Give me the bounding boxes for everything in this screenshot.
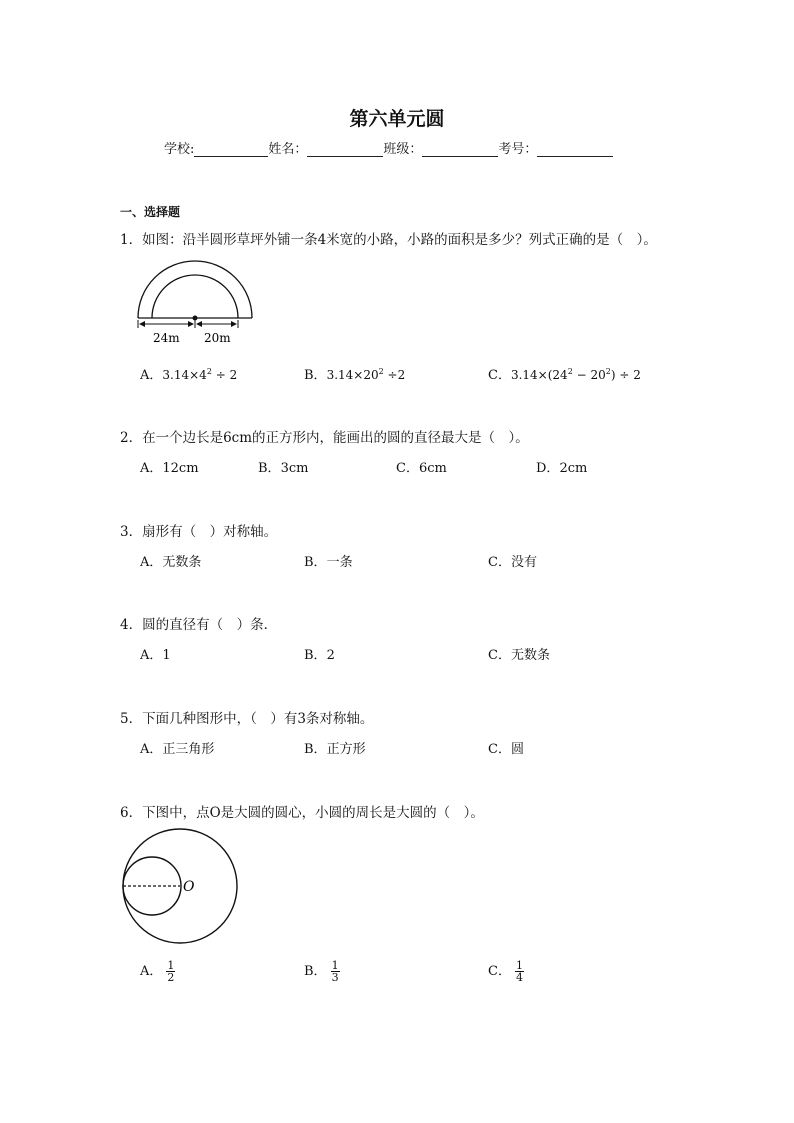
section-heading: 一、选择题	[120, 205, 181, 219]
question-2-text: 2．在一个边长是6cm的正方形内，能画出的圆的直径最大是（ ）。	[120, 430, 529, 446]
class-blank	[422, 142, 498, 157]
option-2a[interactable]: A．12cm	[140, 461, 199, 476]
info-line	[164, 138, 613, 157]
option-6a[interactable]: A． $\frac{1}{2}$	[140, 959, 175, 984]
option-2b[interactable]: B．3cm	[258, 461, 309, 476]
circles-figure	[118, 826, 243, 946]
option-6b[interactable]: B． $\frac{1}{3}$	[304, 959, 339, 984]
fraction-quarter: $\frac{1}{4}$	[515, 959, 523, 984]
option-3c[interactable]: C．没有	[488, 555, 537, 570]
inner-semicircle	[152, 275, 238, 318]
option-5a[interactable]: A．正三角形	[140, 742, 215, 757]
small-circle	[123, 857, 181, 915]
right-dimension-label: 20m	[204, 331, 231, 345]
option-4b[interactable]: B．2	[304, 648, 335, 663]
option-4a[interactable]: A．1	[140, 648, 171, 663]
name-blank	[307, 142, 383, 157]
option-3a[interactable]: A．无数条	[140, 555, 202, 570]
option-5b[interactable]: B．正方形	[304, 742, 366, 757]
left-dimension-label: 24m	[153, 331, 180, 345]
question-5-text: 5．下面几种图形中，（ ）有3条对称轴。	[120, 711, 374, 727]
semicircle-path-figure	[130, 258, 260, 348]
fraction-half: $\frac{1}{2}$	[167, 959, 175, 984]
school-blank	[194, 142, 268, 157]
option-6c[interactable]: C． $\frac{1}{4}$	[488, 959, 523, 984]
center-dot	[193, 316, 198, 321]
fraction-third: $\frac{1}{3}$	[331, 959, 339, 984]
option-2d[interactable]: D．2cm	[536, 461, 588, 476]
option-4c[interactable]: C．无数条	[488, 648, 550, 663]
option-1a[interactable]: A．$3.14\times 4^2 \div 2$	[140, 367, 238, 383]
name-label: 姓名：	[268, 142, 308, 157]
option-1c[interactable]: C．$3.14\times(24^2 - 20^2) \div 2$	[488, 367, 641, 383]
option-3b[interactable]: B．一条	[304, 555, 353, 570]
page-title: 第六单元圆	[349, 108, 445, 130]
question-1-text: 1．如图：沿半圆形草坪外铺一条4米宽的小路，小路的面积是多少？列式正确的是（ ）。	[120, 232, 657, 248]
question-4-text: 4．圆的直径有（ ）条．	[120, 617, 278, 633]
school-label: 学校:	[164, 142, 195, 157]
number-blank	[537, 142, 613, 157]
point-o-label: O	[183, 879, 195, 895]
question-6-text: 6．下图中，点O是大圆的圆心，小圆的周长是大圆的（ ）。	[120, 805, 484, 821]
class-label: 班级：	[383, 142, 423, 157]
option-2c[interactable]: C．6cm	[396, 461, 447, 476]
option-5c[interactable]: C．圆	[488, 742, 524, 757]
outer-semicircle	[138, 261, 252, 318]
number-label: 考号：	[498, 142, 538, 157]
option-1b[interactable]: B．$3.14\times 20^2 \div 2$	[304, 367, 406, 383]
question-3-text: 3．扇形有（ ）对称轴。	[120, 524, 278, 540]
